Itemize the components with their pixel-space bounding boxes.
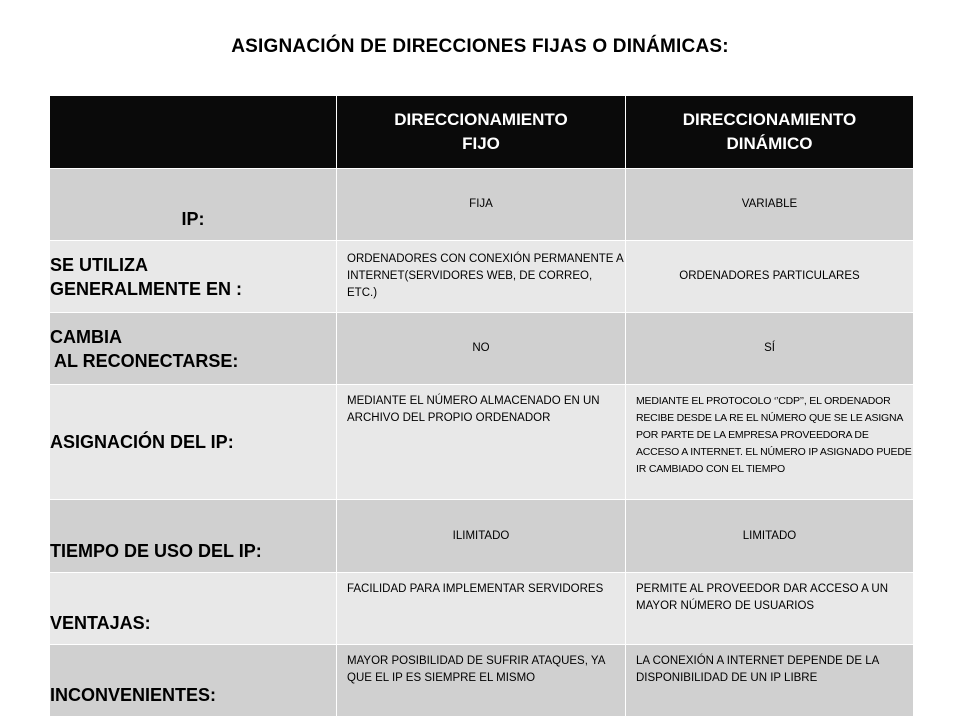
cell-fijo: MEDIANTE EL NÚMERO ALMACENADO EN UN ARCHIVO DEL PROPIO ORDENADOR [337, 385, 626, 500]
header-dinamico-line1: DIRECCIONAMIENTO [682, 110, 857, 129]
cell-fijo: ORDENADORES CON CONEXIÓN PERMANENTE A INTERNET(SERVIDORES WEB, DE CORREO, ETC.) [337, 241, 626, 313]
table-row [50, 313, 914, 385]
comparison-table [49, 95, 914, 717]
cell-dinamico: PERMITE AL PROVEEDOR DAR ACCESO A UN MAYOR NÚMERO DE USUARIOS [626, 573, 914, 645]
page-title: ASIGNACIÓN DE DIRECCIONES FIJAS O DINÁMICAS: [231, 36, 729, 57]
header-fijo [337, 96, 626, 169]
table-header-row [50, 96, 914, 169]
table-row [50, 573, 914, 645]
row-label-cambia [50, 313, 337, 385]
cell-fijo: ILIMITADO [337, 500, 626, 573]
cell-dinamico: ORDENADORES PARTICULARES [626, 241, 914, 313]
table-row [50, 241, 914, 313]
table-row [50, 169, 914, 241]
cell-fijo: FACILIDAD PARA IMPLEMENTAR SERVIDORES [337, 573, 626, 645]
cell-fijo: FIJA [337, 169, 626, 241]
cell-dinamico: LA CONEXIÓN A INTERNET DEPENDE DE LA DISPONIBILIDAD DE UN IP LIBRE [626, 645, 914, 717]
table-row [50, 645, 914, 717]
row-label-line: SE UTILIZA [50, 254, 148, 275]
header-fijo-line2: FIJO [462, 134, 500, 153]
header-fijo-line1: DIRECCIONAMIENTO [394, 110, 568, 129]
cell-dinamico: LIMITADO [626, 500, 914, 573]
row-label-line: AL RECONECTARSE: [54, 350, 239, 371]
header-empty-cell [50, 96, 337, 169]
row-label-asignacion: ASIGNACIÓN DEL IP: [50, 385, 337, 500]
row-label-ip: IP: [50, 169, 337, 241]
table-row [50, 500, 914, 573]
cell-fijo: NO [337, 313, 626, 385]
cell-dinamico: VARIABLE [626, 169, 914, 241]
header-dinamico-line2: DINÁMICO [726, 134, 813, 153]
cell-fijo: MAYOR POSIBILIDAD DE SUFRIR ATAQUES, YA QUE EL IP ES SIEMPRE EL MISMO [337, 645, 626, 717]
header-dinamico [626, 96, 914, 169]
row-label-ventajas: VENTAJAS: [50, 573, 337, 645]
row-label-inconvenientes: INCONVENIENTES: [50, 645, 337, 717]
cell-dinamico: MEDIANTE EL PROTOCOLO ‘’CDP’’, EL ORDENADOR RECIBE DESDE LA RE EL NÚMERO QUE SE LE ASIGNA POR PARTE DE LA EMPRESA PROVEEDORA DE ACCESO A INTERNET. EL NÚMERO IP ASIGNADO PUEDE IR CAMBIADO CON EL TIEMPO [626, 385, 914, 500]
table-row [50, 385, 914, 500]
row-label-line: GENERALMENTE EN : [50, 278, 243, 299]
cell-dinamico: SÍ [626, 313, 914, 385]
row-label-se-utiliza [50, 241, 337, 313]
row-label-line: CAMBIA [50, 326, 122, 347]
row-label-tiempo: TIEMPO DE USO DEL IP: [50, 500, 337, 573]
